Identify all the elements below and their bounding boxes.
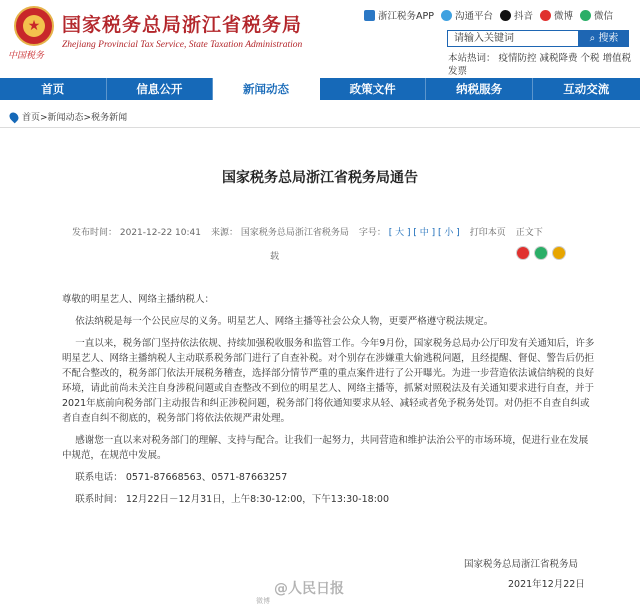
paragraph: 感谢您一直以来对税务部门的理解、支持与配合。让我们一起努力，共同营造和维护法治公平的市场环境，促进行业在发展中规范，在规范中发展。 [62,435,589,461]
font-size-buttons[interactable]: [ 大 ] [ 中 ] [ 小 ] [388,228,460,238]
top-link-label: 抖音 [513,11,533,22]
top-link-douyin[interactable] [500,8,533,22]
search-button-label: 搜索 [598,33,619,44]
publish-time: 发布时间： 2021-12-22 10:41 [72,228,201,238]
tax-emblem-icon[interactable] [14,6,54,46]
top-link-app[interactable] [364,8,434,22]
nav-item-home[interactable]: 首页 [0,78,107,100]
contact-time: 联系时间： 12月22日－12月31日，上午8:30-12:00，下午13:30-18:00 [75,494,389,505]
top-link-label: 浙江税务APP [378,11,434,22]
font-size-controls [359,225,460,238]
douyin-icon [500,10,511,21]
cloud-icon [441,10,452,21]
nav-item-news[interactable]: 新闻动态 [213,78,320,100]
signature-date: 2021年12月22日 [508,579,585,590]
share-bar [516,246,566,260]
emblem-caption: 中国税务 [8,51,45,61]
watermark-sub: 微博 [256,597,270,604]
top-link-label: 微信 [594,11,614,22]
top-link-platform[interactable] [441,8,493,22]
hot-words[interactable]: 本站热词： 疫情防控 减税降费 个税 增值税 发票 [448,53,632,77]
font-size-label: 字号： [358,228,386,238]
star-icon: ★ [27,18,41,34]
article-title: 国家税务总局浙江省税务局通告 [222,170,418,186]
contact-phone: 联系电话： 0571-87668563、0571-87663257 [75,472,288,483]
paragraph: 一直以来，税务部门坚持依法依规、持续加强税收服务和监管工作。今年9月份，国家税务总局办公厅印发有关通知后，许多明星艺人、网络主播纳税人主动联系税务部门进行了自查补税。对个别存在涉嫌重大偷逃税问题，且经提醒、督促、警告后仍拒不配合整改的，税务部门依法开展税务稽查，选择部分情节严重的重点案件进行了公开曝光。为进一步营造依法诚信纳税的良好环境，请此前尚未关注自身涉税问题或自查整改不到位的明星艺人、网络主播等，抓紧对照税法及有关通知要求进行自查，并于2021年底前向税务部门主动报告和纠正涉税问题，税务部门将依通知要求从轻、减轻或者免予税务处罚。对仍拒不自查自纠或者自查自纠不彻底的，税务部门将依法依规严肃处理。 [62,338,595,424]
article-body [62,292,596,514]
search-input[interactable]: 请输入关键词 [447,30,579,47]
print-link[interactable]: 打印本页 [469,228,506,238]
watermark: @人民日报 [274,581,344,597]
weibo-icon [540,10,551,21]
top-link-weibo[interactable] [540,8,573,22]
top-link-wechat[interactable] [580,8,613,22]
signature: 国家税务总局浙江省税务局 [464,559,579,570]
fulltext-download-tail[interactable]: 载 [270,252,280,262]
article-meta [72,225,543,238]
share-other-icon[interactable] [552,246,566,260]
fulltext-download-link[interactable]: 正文下 [515,228,543,238]
share-wechat-icon[interactable] [534,246,548,260]
site-subtitle: Zhejiang Provincial Tax Service, State Taxation Administration [62,40,303,50]
location-pin-icon [8,110,21,123]
top-link-label: 微博 [554,11,574,22]
wechat-icon [580,10,591,21]
divider [0,127,640,128]
site-title[interactable]: 国家税务总局浙江省税务局 [62,14,303,36]
search-icon: ⌕ [589,33,596,44]
article-source: 来源： 国家税务总局浙江省税务局 [210,228,349,238]
app-icon [364,10,375,21]
emblem-inner [23,15,45,37]
site-header [0,0,640,76]
top-links [364,8,613,22]
breadcrumb [10,110,127,123]
share-weibo-icon[interactable] [516,246,530,260]
nav-item-policy[interactable]: 政策文件 [320,78,427,100]
nav-item-service[interactable]: 纳税服务 [426,78,533,100]
main-nav [0,78,640,100]
salutation: 尊敬的明星艺人、网络主播纳税人： [62,294,215,305]
nav-item-info[interactable]: 信息公开 [107,78,214,100]
nav-item-interaction[interactable]: 互动交流 [563,82,610,96]
top-link-label: 沟通平台 [454,11,493,22]
search-button[interactable] [579,30,629,47]
breadcrumb-text[interactable]: 首页>新闻动态>税务新闻 [22,113,128,123]
paragraph: 依法纳税是每一个公民应尽的义务。明星艺人、网络主播等社会公众人物，更要严格遵守税法规定。 [75,316,494,327]
